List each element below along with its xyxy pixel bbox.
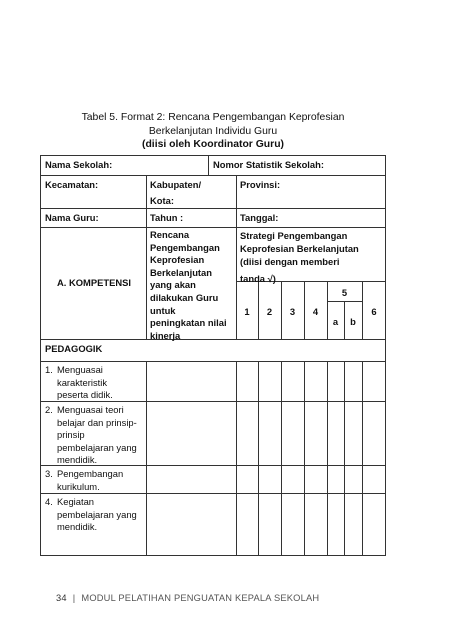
item-text-line: mendidik.: [57, 521, 98, 533]
col-divider: [281, 361, 282, 556]
header-rencana-line: Pengembangan: [150, 241, 220, 253]
item-number: 2.: [45, 404, 53, 415]
item-text-line: Pengembangan: [57, 468, 124, 479]
header-rencana: [150, 229, 227, 342]
page-number: 34: [56, 593, 67, 603]
item-text-line: kurikulum.: [57, 480, 100, 492]
item-number: 1.: [45, 364, 53, 375]
header-strategi-line: (diisi dengan memberi: [240, 256, 340, 268]
page-footer: [56, 593, 319, 603]
label-tahun: Tahun :: [150, 212, 184, 223]
item-text-line: Menguasai: [57, 364, 103, 375]
label-kecamatan: Kecamatan:: [45, 179, 99, 190]
header-strategi-line: Strategi Pengembangan: [240, 230, 348, 241]
label-tanggal: Tanggal:: [240, 212, 279, 223]
header-rencana-line: kinerja: [150, 329, 181, 341]
item-number: 4.: [45, 496, 53, 507]
header-rencana-line: yang akan: [150, 279, 196, 291]
footer-title: MODUL PELATIHAN PENGUATAN KEPALA SEKOLAH: [81, 593, 320, 603]
header-col-1: 1: [244, 306, 250, 317]
header-col-6: 6: [371, 306, 377, 317]
header-col-4: 4: [312, 306, 319, 317]
header-strategi-line: Keprofesian Berkelanjutan: [240, 243, 359, 255]
list-item: [45, 496, 137, 534]
header-rencana-line: Rencana: [150, 229, 190, 240]
header-col-5: 5: [341, 287, 348, 298]
label-kabupaten-line-2: Kota:: [150, 194, 174, 206]
col-divider: [344, 361, 345, 556]
header-rencana-line: Berkelanjutan: [150, 266, 212, 278]
row-divider: [41, 361, 386, 362]
item-text-line: Kegiatan: [57, 496, 95, 507]
section-pedagogik: PEDAGOGIK: [45, 343, 103, 354]
item-text-line: peserta didik.: [57, 389, 113, 401]
row-divider: [41, 175, 386, 176]
col-divider: [304, 361, 305, 556]
col-divider: [208, 156, 209, 175]
list-item: [45, 404, 137, 467]
table-caption: [40, 111, 386, 152]
label-provinsi: Provinsi:: [240, 179, 281, 190]
footer-separator: |: [72, 593, 76, 603]
rencana-pkb-table: [40, 155, 386, 556]
col-divider: [146, 175, 147, 339]
label-nama-guru: Nama Guru:: [45, 212, 99, 223]
col-divider: [146, 361, 147, 556]
header-col-3: 3: [289, 306, 296, 317]
header-col-5b: b: [350, 316, 356, 327]
header-rencana-line: Keprofesian: [150, 254, 205, 266]
list-item: [45, 468, 123, 493]
label-kabupaten-line-1: Kabupaten/: [150, 179, 202, 190]
label-nomor-statistik: Nomor Statistik Sekolah:: [213, 159, 324, 170]
item-text-line: pembelajaran yang: [57, 508, 137, 520]
item-text-line: belajar dan prinsip-: [57, 416, 137, 428]
label-kabupaten: [150, 179, 201, 207]
header-rencana-line: dilakukan Guru: [150, 291, 219, 303]
caption-line-3: (diisi oleh Koordinator Guru): [142, 139, 284, 150]
header-rencana-line: peningkatan nilai: [150, 317, 227, 329]
col-divider: [327, 361, 328, 556]
caption-line-1: Tabel 5. Format 2: Rencana Pengembangan Keprofesian: [81, 112, 345, 123]
label-nama-sekolah: Nama Sekolah:: [45, 159, 113, 170]
item-text-line: Menguasai teori: [57, 404, 124, 415]
header-strategi-line: tanda √): [240, 272, 276, 284]
col-divider: [258, 361, 259, 556]
col-divider: [362, 361, 363, 556]
item-text-line: pembelajaran yang: [57, 441, 137, 453]
header-strategi: [240, 229, 359, 285]
item-number: 3.: [45, 468, 53, 479]
row-divider: [41, 208, 386, 209]
item-text-line: karakteristik: [57, 376, 108, 388]
item-text-line: prinsip: [57, 429, 85, 441]
item-text-line: mendidik.: [57, 454, 98, 466]
caption-line-2: Berkelanjutan Individu Guru: [148, 125, 278, 137]
row-divider: [41, 227, 386, 228]
header-kompetensi: A. KOMPETENSI: [57, 277, 131, 288]
header-col-2: 2: [266, 306, 273, 317]
col-divider: [236, 361, 237, 556]
list-item: [45, 364, 113, 402]
header-rencana-line: untuk: [150, 304, 176, 316]
header-col-5a: a: [332, 316, 339, 327]
